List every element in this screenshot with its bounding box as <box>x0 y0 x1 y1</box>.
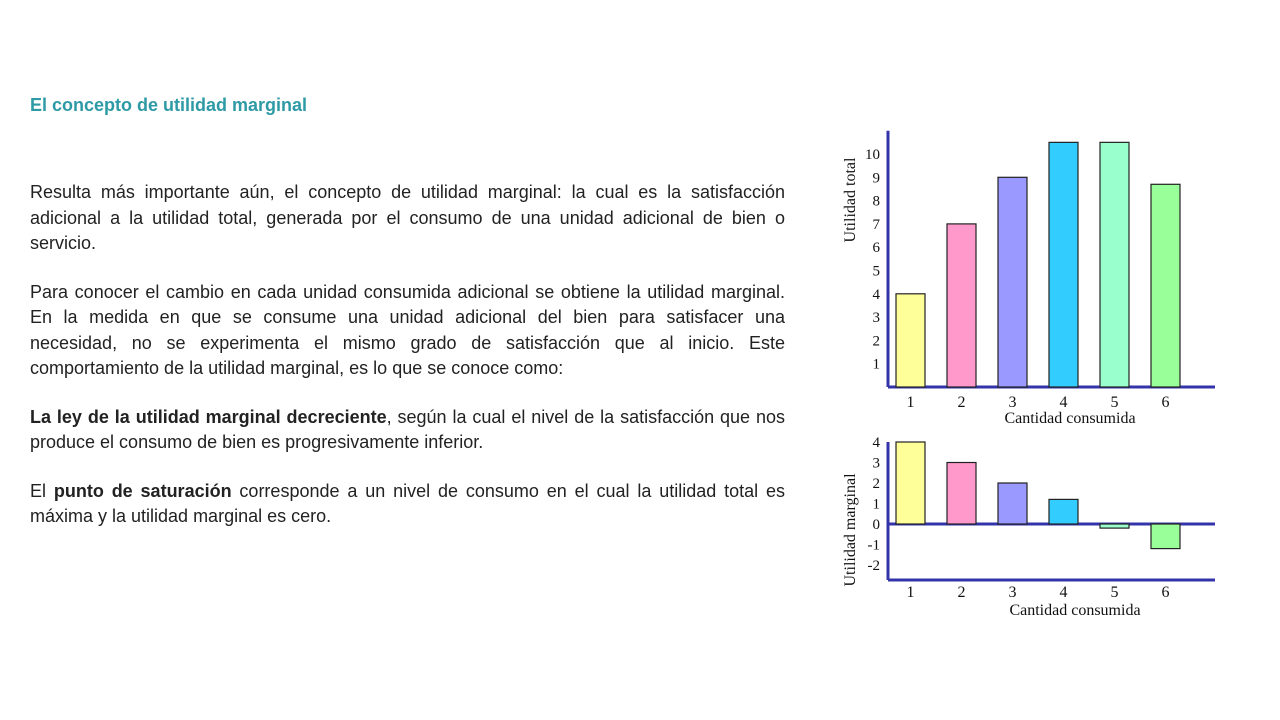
x-tick-label: 2 <box>957 394 966 411</box>
y-tick-label: 8 <box>872 193 880 210</box>
x-tick-label: 1 <box>906 584 915 601</box>
charts <box>830 120 1250 630</box>
y-tick-label: 4 <box>872 286 880 303</box>
y-tick-label: 3 <box>872 455 880 472</box>
bar <box>896 294 925 387</box>
y-tick-label: 0 <box>872 517 880 533</box>
x-axis-label: Cantidad consumida <box>1004 410 1136 427</box>
y-tick-label: 10 <box>865 147 880 163</box>
paragraph-saturation <box>30 479 785 530</box>
y-tick-label: 9 <box>872 170 880 187</box>
y-tick-label: 5 <box>872 263 880 280</box>
y-tick-label: 2 <box>872 333 880 350</box>
x-tick-label: 1 <box>906 394 915 411</box>
total-utility-chart <box>842 131 1215 427</box>
x-tick-label: 5 <box>1110 584 1119 601</box>
saturation-term: punto de saturación <box>53 480 232 501</box>
y-tick-label: -2 <box>867 558 880 574</box>
law-description: , según la cual el nivel de la satisfacción que nos produce el consumo de bien es progresivamente inferior. <box>30 406 785 453</box>
paragraph-law <box>30 405 785 456</box>
bar <box>896 442 925 524</box>
x-tick-label: 6 <box>1161 394 1170 411</box>
bar <box>998 483 1027 524</box>
x-tick-label: 3 <box>1008 584 1017 601</box>
x-tick-label: 6 <box>1161 584 1170 601</box>
y-tick-label: 1 <box>872 356 880 373</box>
y-tick-label: 7 <box>872 216 880 233</box>
saturation-lead: El <box>30 480 54 501</box>
x-tick-label: 4 <box>1059 584 1068 601</box>
x-tick-label: 5 <box>1110 394 1119 411</box>
bar <box>1100 524 1129 528</box>
bar <box>1049 142 1078 387</box>
slide-title: El concepto de utilidad marginal <box>30 95 308 115</box>
y-tick-label: 3 <box>872 310 880 327</box>
y-axis-label: Utilidad marginal <box>842 473 859 587</box>
x-tick-label: 2 <box>957 584 966 601</box>
y-tick-label: 4 <box>872 435 880 451</box>
x-tick-label: 3 <box>1008 394 1017 411</box>
x-tick-label: 4 <box>1059 394 1068 411</box>
y-tick-label: 1 <box>872 496 880 513</box>
y-tick-label: 2 <box>872 476 880 492</box>
bar <box>947 463 976 525</box>
y-axis-label: Utilidad total <box>842 157 859 243</box>
bar <box>947 224 976 387</box>
bar <box>1151 184 1180 387</box>
bar <box>1151 524 1180 549</box>
saturation-description: corresponde a un nivel de consumo en el cual la utilidad total es máxima y la utilidad marginal es cero. <box>30 480 785 527</box>
body-text <box>30 180 785 553</box>
y-tick-label: -1 <box>867 537 880 554</box>
x-axis-label: Cantidad consumida <box>1009 602 1141 619</box>
marginal-utility-chart <box>842 435 1215 619</box>
paragraph-definition: Resulta más importante aún, el concepto de utilidad marginal: la cual es la satisfacción adicional a la utilidad total, generada por el consumo de una unidad adicional de bien o servicio. <box>30 182 785 254</box>
bar <box>998 177 1027 387</box>
y-tick-label: 6 <box>872 240 880 257</box>
bar <box>1049 499 1078 524</box>
bar <box>1100 142 1129 387</box>
law-term: La ley de la utilidad marginal decreciente <box>30 406 387 427</box>
paragraph-change: Para conocer el cambio en cada unidad consumida adicional se obtiene la utilidad marginal. En la medida en que se consume una unidad adicional del bien para satisfacer una necesidad, no se experimenta el mismo grado de satisfacción que al inicio. Este comportamiento de la utilidad marginal, es lo que se conoce como: <box>30 281 785 379</box>
